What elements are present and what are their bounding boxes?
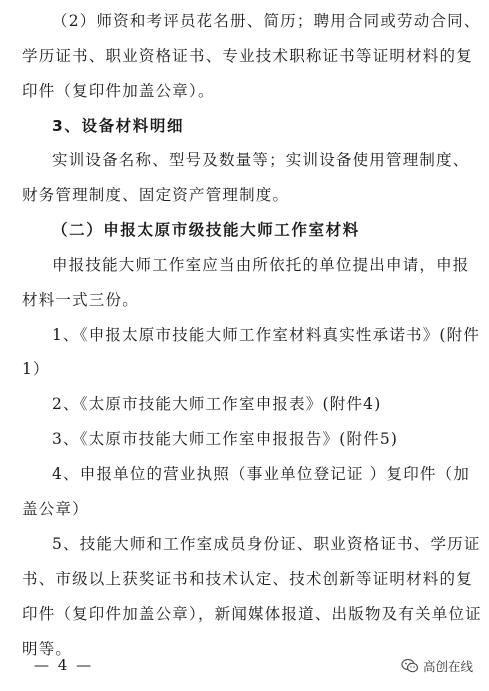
wechat-icon [401,658,419,674]
body-text-line: 明等。 [22,640,73,658]
body-text-line: （2）师资和考评员花名册、简历；聘用合同或劳动合同、 [52,12,481,30]
body-text-line: 盖公章） [22,500,89,518]
watermark-text: 高创在线 [422,659,473,674]
body-text-line: 1、《申报太原市技能大师工作室材料真实性承诺书》(附件 [52,326,481,344]
page-number: — 4 — [34,656,94,674]
body-text-line: 2、《太原市技能大师工作室申报表》(附件4) [52,395,382,413]
body-text-line: 申报技能大师工作室应当由所依托的单位提出申请，申报 [52,256,470,274]
wechat-watermark [401,656,473,676]
section-heading: 3、设备材料明细 [52,117,185,135]
body-text-line: 3、《太原市技能大师工作室申报报告》(附件5) [52,430,399,448]
body-text-line: 印件（复印件加盖公章）。 [22,82,215,100]
body-text-line: 实训设备名称、型号及数量等；实训设备使用管理制度、 [52,151,470,169]
section-heading: （二）申报太原市级技能大师工作室材料 [52,221,360,239]
body-text-line: 学历证书、职业资格证书、专业技术职称证书等证明材料的复 [22,47,473,65]
body-text-line: 5、技能大师和工作室成员身份证、职业资格证书、学历证 [52,535,481,553]
body-text-line: 1） [22,360,50,378]
body-text-line: 书、市级以上获奖证书和技术认定、技术创新等证明材料的复 [22,570,473,588]
body-text-line: 印件（复印件加盖公章），新闻媒体报道、出版物及有关单位证 [22,605,482,623]
body-text-line: 材料一式三份。 [22,291,139,309]
body-text-line: 4、申报单位的营业执照（事业单位登记证 ）复印件（加 [52,465,470,483]
body-text-line: 财务管理制度、固定资产管理制度。 [22,186,290,204]
